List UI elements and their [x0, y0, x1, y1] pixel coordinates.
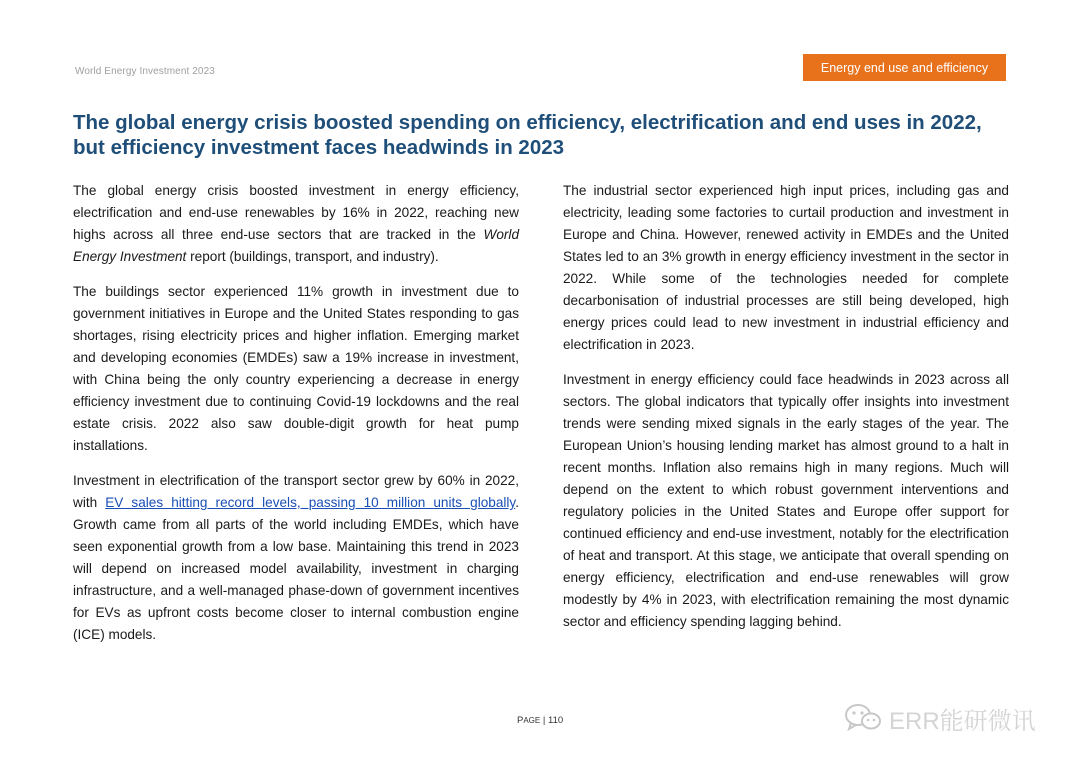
wechat-icon [843, 702, 883, 734]
paragraph [73, 180, 519, 268]
page-number [517, 715, 563, 726]
section-tab: Energy end use and efficiency [803, 54, 1006, 81]
paragraph: Investment in energy efficiency could face headwinds in 2023 across all sectors. The global indicators that typically offer insights into investment trends were sending mixed signals in the early stages of the year. The European Union’s housing lending market has almost ground to a halt in recent months. Inflation also remains high in many regions. Much will depend on the extent to which robust government interventions and regulatory policies in the United States and Europe offer support for continued efficiency and end-use investment, notably for the electrification of heat and transport. At this stage, we anticipate that overall spending on energy efficiency, electrification and end-use renewables will grow modestly by 4% in 2023, with electrification remaining the most dynamic sector and efficiency spending lagging behind. [563, 372, 1009, 629]
paragraph-text: Investment in electrification of the transport sector grew by 60% in 2022, with [73, 473, 519, 510]
page-separator: | [540, 715, 548, 726]
paragraph [73, 470, 519, 646]
paragraph: The industrial sector experienced high input prices, including gas and electricity, leading some factories to curtail production and investment in Europe and China. However, renewed activity in EMDEs and the United States led to an 3% growth in energy efficiency investment in the sector in 2022. While some of the technologies needed for complete decarbonisation of industrial processes are still being developed, high energy prices could lead to new investment in industrial efficiency and electrification in 2023. [563, 183, 1009, 352]
paragraph-text: report (buildings, transport, and industry). [186, 249, 439, 264]
report-title-italic: World Energy Investment [73, 227, 519, 264]
page-label-first: P [517, 715, 524, 726]
watermark [843, 700, 1036, 736]
left-column [73, 180, 519, 659]
report-name: World Energy Investment 2023 [75, 66, 215, 77]
title-line-1: The global energy crisis boosted spending on efficiency, electrification and end uses in 2022, [73, 111, 982, 134]
watermark-text: ERR能研微讯 [889, 707, 1036, 735]
paragraph-text: The global energy crisis boosted investment in energy efficiency, electrification and end-use renewables by 16% in 2022, reaching new highs across all three end-use sectors that are tracked in the [73, 183, 519, 242]
page-title [73, 110, 1003, 160]
paragraph: The buildings sector experienced 11% growth in investment due to government initiatives in Europe and the United States responding to gas shortages, rising electricity prices and higher inflation. Emerging market and developing economies (EMDEs) saw a 19% increase in investment, with China being the only country experiencing a decrease in energy efficiency investment due to continuing Covid-19 lockdowns and the real estate crisis. 2022 also saw double-digit growth for heat pump installations. [73, 284, 519, 453]
page-number-value: 110 [548, 715, 564, 726]
ev-sales-link[interactable]: EV sales hitting record levels, passing 10 million units globally [105, 495, 516, 510]
paragraph-text: . Growth came from all parts of the world including EMDEs, which have seen exponential growth from a low base. Maintaining this trend in 2023 will depend on increased model availability, investment in charging infrastructure, and a well-managed phase-down of government incentives for EVs as upfront costs become closer to internal combustion engine (ICE) models. [73, 495, 520, 642]
title-line-2: but efficiency investment faces headwinds in 2023 [73, 136, 565, 159]
right-column [563, 180, 1009, 646]
page-label-rest: AGE [523, 716, 541, 725]
